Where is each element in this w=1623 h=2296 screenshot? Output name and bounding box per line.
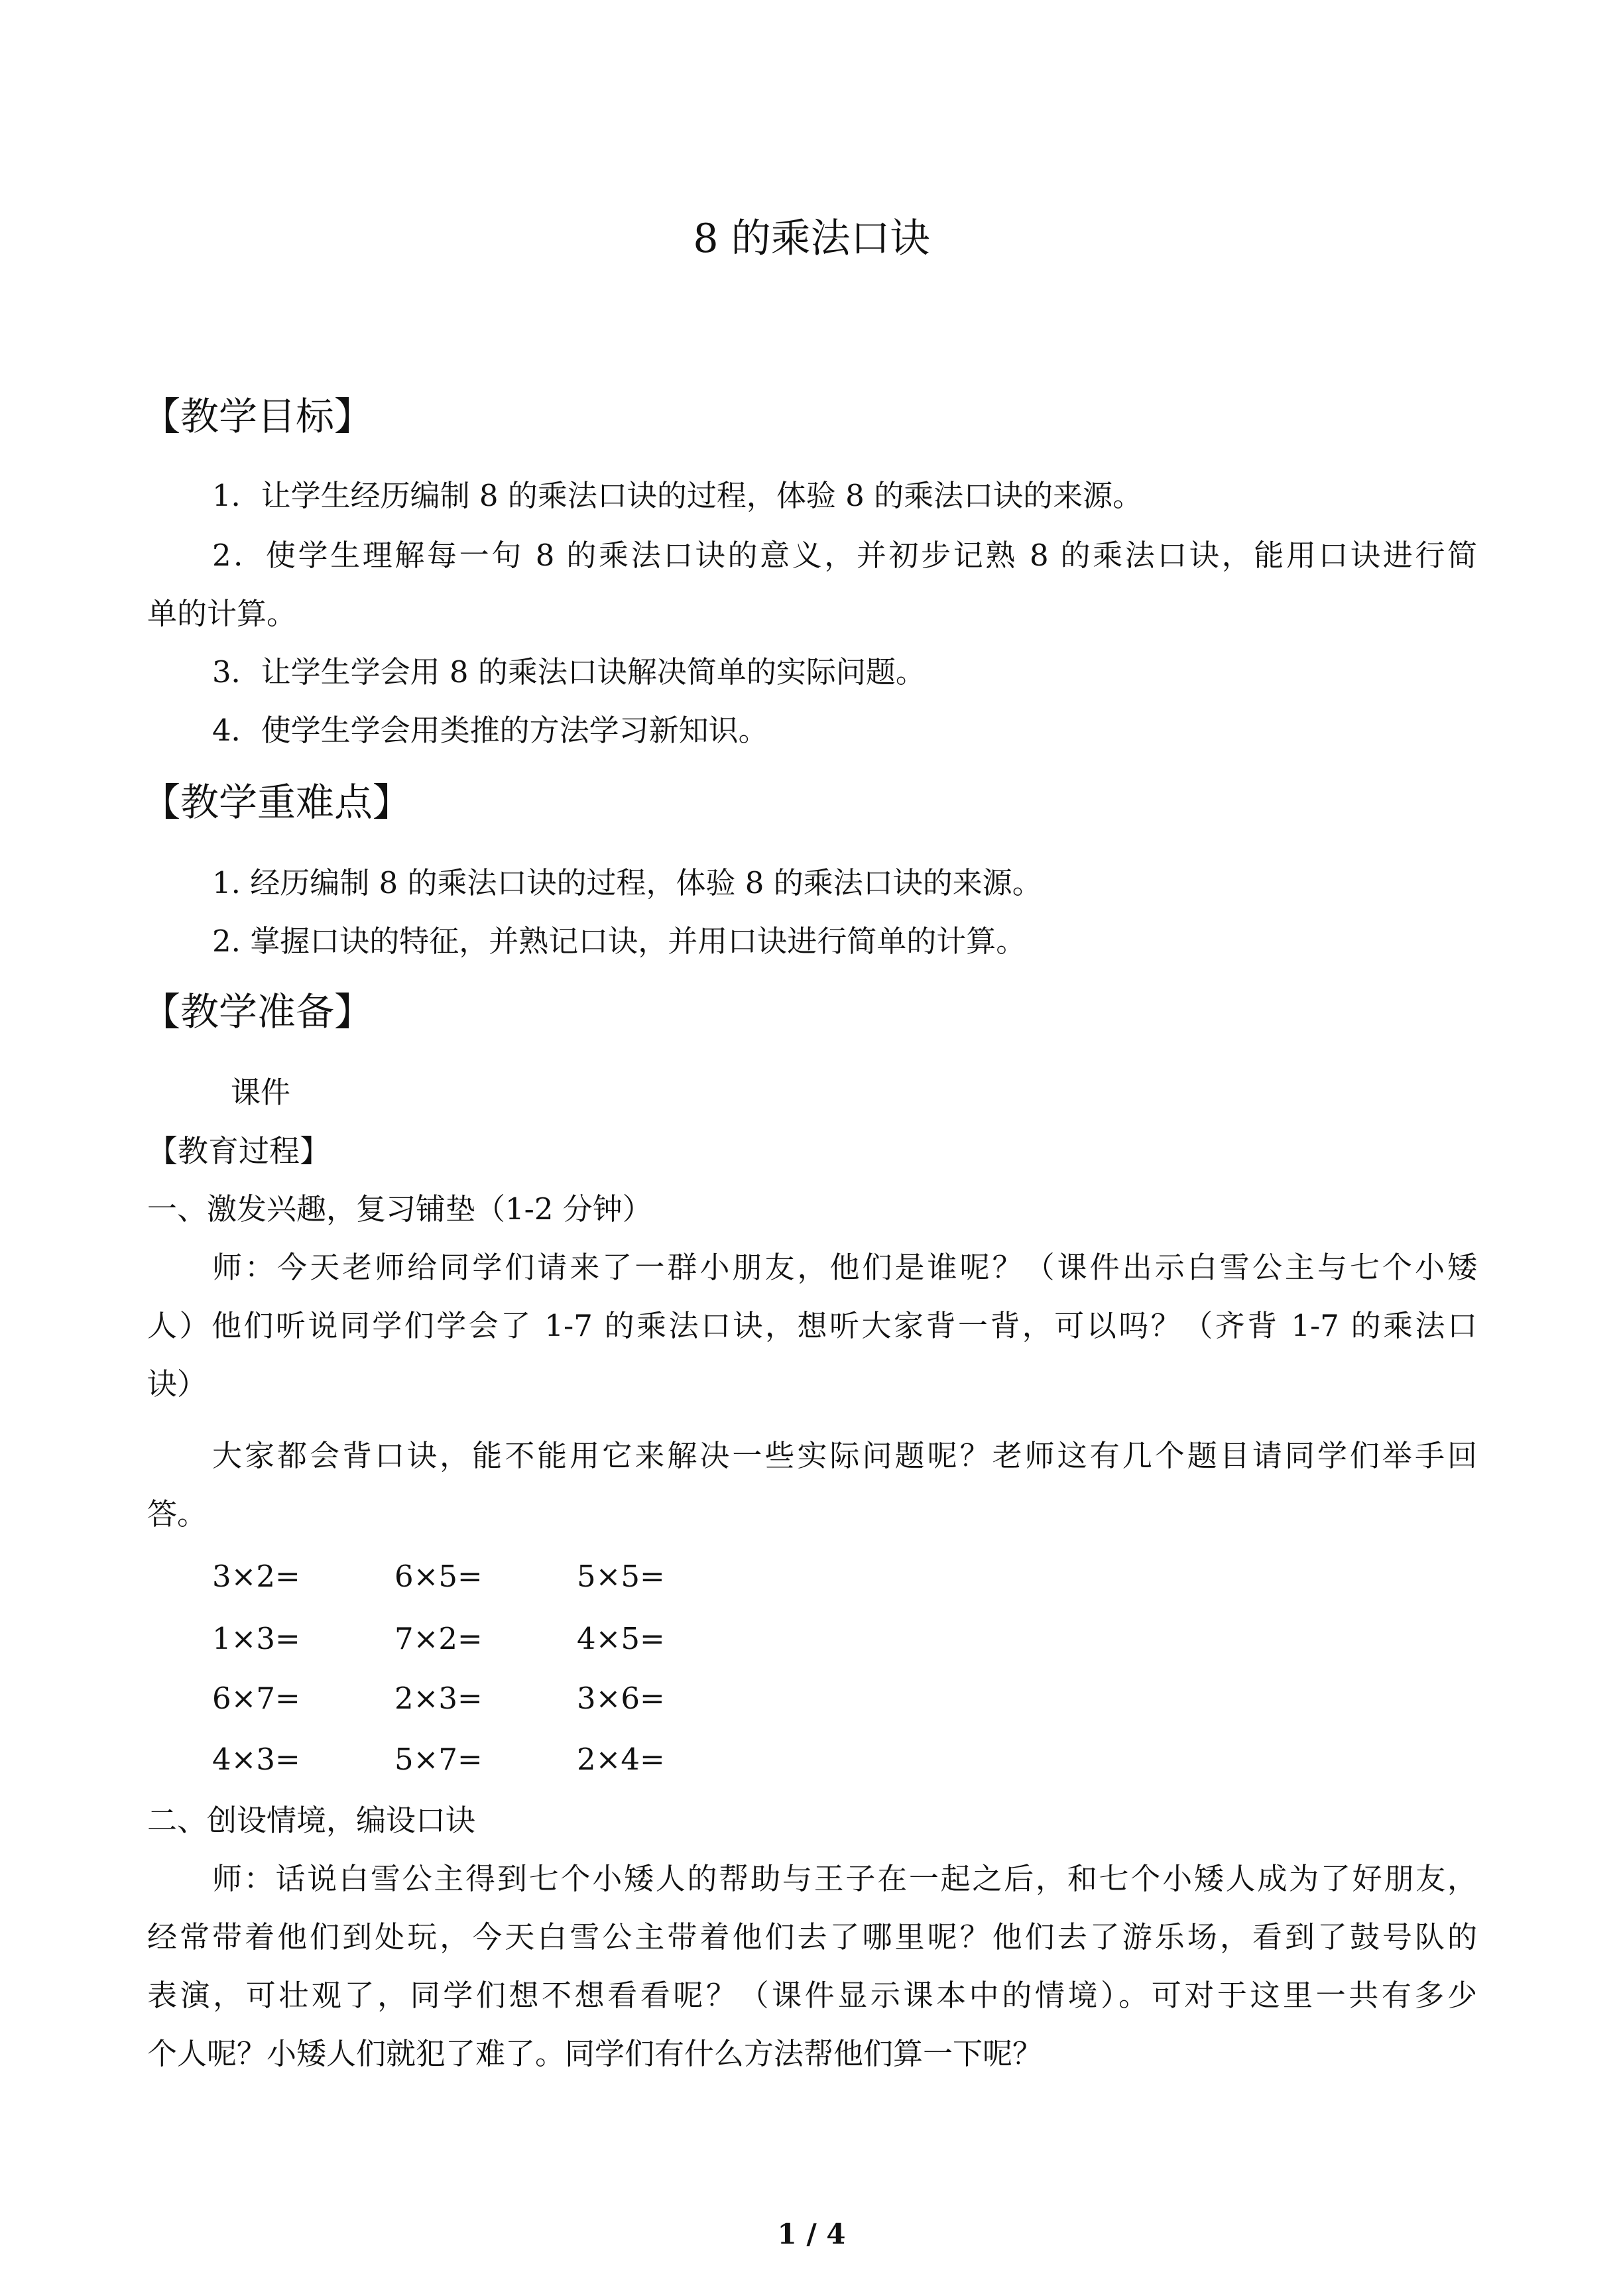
equation: 2×3= [394,1681,483,1716]
process-part1-line: 大家都会背口诀，能不能用它来解决一些实际问题呢？老师这有几个题目请同学们举手回 [212,1438,1477,1473]
objective-item-2-cont: 单的计算。 [147,596,297,631]
process-part1-title: 一、激发兴趣，复习铺垫（1-2 分钟） [147,1191,652,1227]
objective-item-1: 1．让学生经历编制 8 的乘法口诀的过程，体验 8 的乘法口诀的来源。 [212,478,1143,513]
objective-item-3: 3．让学生学会用 8 的乘法口诀解决简单的实际问题。 [212,654,926,690]
document-title: 8 的乘法口诀 [693,215,930,262]
equation: 2×4= [577,1742,665,1777]
equation: 6×5= [394,1559,483,1594]
equation: 6×7= [212,1681,300,1716]
equation: 3×2= [212,1559,300,1594]
section-heading-objectives: 【教学目标】 [142,394,373,439]
process-part2-line: 个人呢？小矮人们就犯了难了。同学们有什么方法帮他们算一下呢？ [147,2036,1043,2071]
process-part1-line: 人）他们听说同学们学会了 1-7 的乘法口诀，想听大家背一背，可以吗？（齐背 1-7 的乘法口 [147,1308,1477,1343]
equation: 1×3= [212,1621,300,1656]
objective-item-4: 4．使学生学会用类推的方法学习新知识。 [212,713,768,748]
section-heading-preparation: 【教学准备】 [142,989,373,1034]
page-number: 1 / 4 [777,2218,846,2250]
process-part2-line: 表演，可壮观了，同学们想不想看看呢？（课件显示课本中的情境）。可对于这里一共有多少 [147,1978,1477,2013]
objective-item-2: 2．使学生理解每一句 8 的乘法口诀的意义，并初步记熟 8 的乘法口诀，能用口诀进行简 [212,538,1477,573]
process-part1-line: 诀） [147,1366,208,1402]
keypoint-item-1: 1. 经历编制 8 的乘法口诀的过程，体验 8 的乘法口诀的来源。 [212,865,1042,900]
keypoint-item-2: 2. 掌握口诀的特征，并熟记口诀，并用口诀进行简单的计算。 [212,924,1026,959]
process-part1-line: 师：今天老师给同学们请来了一群小朋友，他们是谁呢？（课件出示白雪公主与七个小矮 [212,1250,1477,1285]
equation: 4×3= [212,1742,300,1777]
section-heading-process: 【教育过程】 [147,1133,330,1169]
equation: 7×2= [394,1621,483,1656]
process-part2-line: 经常带着他们到处玩，今天白雪公主带着他们去了哪里呢？他们去了游乐场，看到了鼓号队的 [147,1919,1477,1955]
section-heading-keypoints: 【教学重难点】 [142,780,412,825]
equation: 3×6= [577,1681,665,1716]
equation: 5×7= [394,1742,483,1777]
preparation-text: 课件 [231,1075,291,1110]
process-part1-line: 答。 [147,1496,208,1532]
equation: 4×5= [577,1621,665,1656]
process-part2-line: 师：话说白雪公主得到七个小矮人的帮助与王子在一起之后，和七个小矮人成为了好朋友， [212,1861,1477,1896]
process-part2-title: 二、创设情境，编设口诀 [147,1803,476,1838]
equation: 5×5= [577,1559,665,1594]
